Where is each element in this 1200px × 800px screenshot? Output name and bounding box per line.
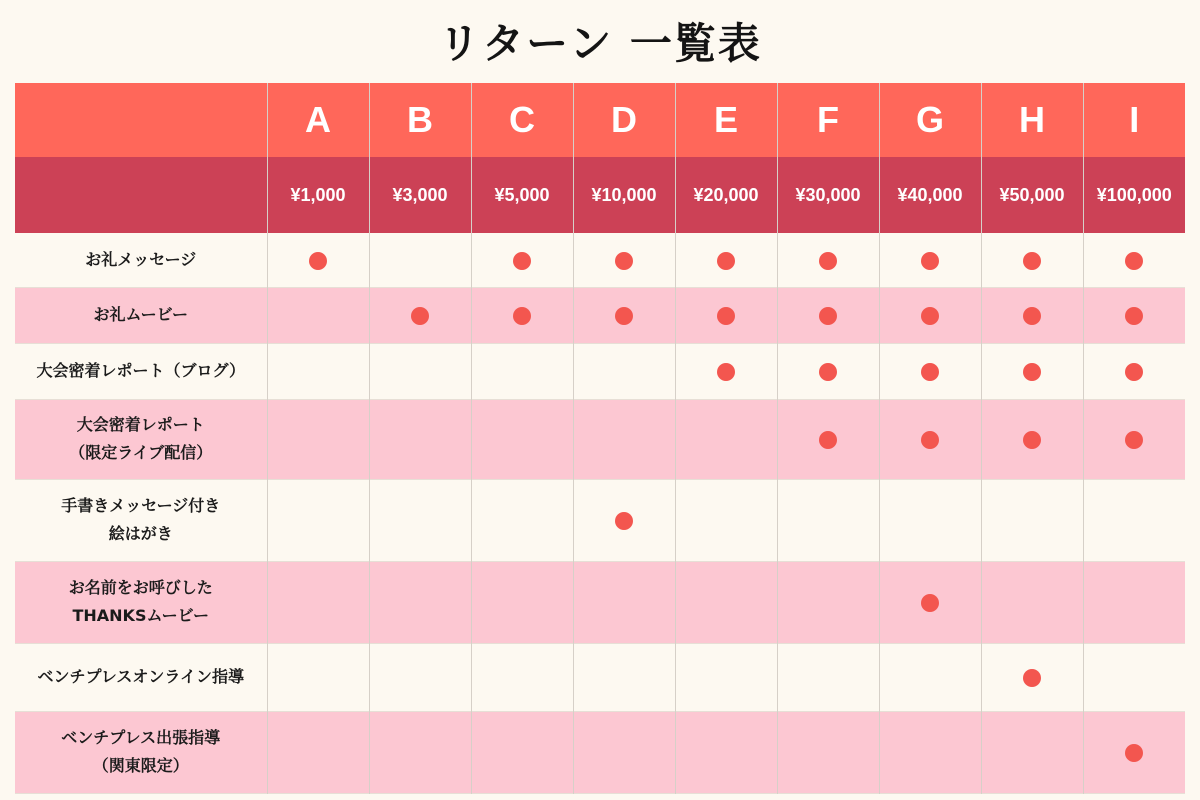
included-dot-icon bbox=[1023, 431, 1041, 449]
reward-cell bbox=[879, 343, 981, 399]
plan-price: ¥100,000 bbox=[1083, 157, 1185, 233]
included-dot-icon bbox=[1023, 252, 1041, 270]
reward-cell bbox=[981, 479, 1083, 561]
reward-cell bbox=[267, 479, 369, 561]
included-dot-icon bbox=[1125, 252, 1143, 270]
page-title: リターン 一覧表 bbox=[438, 19, 762, 68]
reward-cell bbox=[777, 479, 879, 561]
plan-letter: A bbox=[267, 83, 369, 157]
included-dot-icon bbox=[1125, 363, 1143, 381]
reward-cell bbox=[1083, 287, 1185, 343]
reward-cell bbox=[675, 343, 777, 399]
included-dot-icon bbox=[717, 252, 735, 270]
reward-cell bbox=[981, 643, 1083, 711]
reward-cell bbox=[471, 343, 573, 399]
reward-cell bbox=[369, 711, 471, 793]
reward-cell bbox=[675, 561, 777, 643]
reward-cell bbox=[369, 561, 471, 643]
plan-letter: D bbox=[573, 83, 675, 157]
reward-cell bbox=[573, 287, 675, 343]
reward-cell bbox=[1083, 561, 1185, 643]
reward-cell bbox=[777, 711, 879, 793]
reward-rows bbox=[15, 233, 1185, 793]
reward-cell bbox=[573, 643, 675, 711]
reward-cell bbox=[1083, 399, 1185, 479]
reward-cell bbox=[981, 711, 1083, 793]
included-dot-icon bbox=[1023, 307, 1041, 325]
plan-price: ¥10,000 bbox=[573, 157, 675, 233]
included-dot-icon bbox=[921, 252, 939, 270]
reward-cell bbox=[573, 233, 675, 287]
plan-price: ¥3,000 bbox=[369, 157, 471, 233]
reward-cell bbox=[675, 479, 777, 561]
reward-cell bbox=[981, 561, 1083, 643]
reward-cell bbox=[777, 343, 879, 399]
plan-letter: C bbox=[471, 83, 573, 157]
reward-cell bbox=[573, 561, 675, 643]
reward-cell bbox=[573, 479, 675, 561]
reward-cell bbox=[573, 343, 675, 399]
reward-cell bbox=[777, 233, 879, 287]
plan-letter: I bbox=[1083, 83, 1185, 157]
included-dot-icon bbox=[513, 307, 531, 325]
reward-cell bbox=[267, 233, 369, 287]
header-corner-top bbox=[15, 83, 267, 157]
reward-cell bbox=[267, 343, 369, 399]
plan-letter: B bbox=[369, 83, 471, 157]
reward-cell bbox=[777, 561, 879, 643]
reward-cell bbox=[471, 287, 573, 343]
reward-cell bbox=[1083, 711, 1185, 793]
rewards-table bbox=[15, 83, 1185, 794]
included-dot-icon bbox=[819, 363, 837, 381]
reward-cell bbox=[1083, 233, 1185, 287]
reward-label: ベンチプレスオンライン指導 bbox=[15, 643, 267, 711]
reward-label: 大会密着レポート（ブログ） bbox=[15, 343, 267, 399]
plan-letter: E bbox=[675, 83, 777, 157]
included-dot-icon bbox=[717, 363, 735, 381]
reward-cell bbox=[1083, 643, 1185, 711]
reward-cell bbox=[1083, 343, 1185, 399]
included-dot-icon bbox=[1023, 669, 1041, 687]
plan-price: ¥40,000 bbox=[879, 157, 981, 233]
reward-cell bbox=[675, 233, 777, 287]
plan-price: ¥30,000 bbox=[777, 157, 879, 233]
reward-cell bbox=[267, 711, 369, 793]
reward-cell bbox=[573, 399, 675, 479]
included-dot-icon bbox=[513, 252, 531, 270]
reward-cell bbox=[471, 233, 573, 287]
included-dot-icon bbox=[921, 307, 939, 325]
reward-cell bbox=[267, 643, 369, 711]
reward-cell bbox=[267, 561, 369, 643]
reward-cell bbox=[879, 233, 981, 287]
reward-cell bbox=[777, 287, 879, 343]
reward-cell bbox=[369, 287, 471, 343]
reward-row bbox=[15, 561, 1185, 643]
reward-row bbox=[15, 711, 1185, 793]
reward-cell bbox=[471, 643, 573, 711]
reward-row bbox=[15, 399, 1185, 479]
reward-cell bbox=[981, 343, 1083, 399]
included-dot-icon bbox=[1125, 307, 1143, 325]
header-corner-bottom bbox=[15, 157, 267, 233]
included-dot-icon bbox=[615, 512, 633, 530]
included-dot-icon bbox=[615, 307, 633, 325]
reward-cell bbox=[675, 399, 777, 479]
reward-cell bbox=[1083, 479, 1185, 561]
included-dot-icon bbox=[411, 307, 429, 325]
reward-cell bbox=[573, 711, 675, 793]
plan-letter: G bbox=[879, 83, 981, 157]
reward-cell bbox=[981, 399, 1083, 479]
reward-cell bbox=[267, 287, 369, 343]
plan-price: ¥50,000 bbox=[981, 157, 1083, 233]
reward-cell bbox=[879, 287, 981, 343]
included-dot-icon bbox=[819, 431, 837, 449]
reward-cell bbox=[369, 643, 471, 711]
included-dot-icon bbox=[921, 363, 939, 381]
reward-row bbox=[15, 233, 1185, 287]
reward-cell bbox=[471, 479, 573, 561]
reward-cell bbox=[777, 643, 879, 711]
included-dot-icon bbox=[717, 307, 735, 325]
plan-letter-row bbox=[15, 83, 1185, 157]
included-dot-icon bbox=[921, 594, 939, 612]
reward-row bbox=[15, 643, 1185, 711]
plan-price: ¥1,000 bbox=[267, 157, 369, 233]
included-dot-icon bbox=[309, 252, 327, 270]
reward-label: ベンチプレス出張指導 （関東限定） bbox=[15, 711, 267, 793]
plan-price: ¥20,000 bbox=[675, 157, 777, 233]
included-dot-icon bbox=[1023, 363, 1041, 381]
plan-price-row bbox=[15, 157, 1185, 233]
plan-price: ¥5,000 bbox=[471, 157, 573, 233]
reward-cell bbox=[879, 479, 981, 561]
reward-label: お名前をお呼びした THANKSムービー bbox=[15, 561, 267, 643]
reward-cell bbox=[981, 233, 1083, 287]
plan-letter: H bbox=[981, 83, 1083, 157]
reward-label: 大会密着レポート （限定ライブ配信） bbox=[15, 399, 267, 479]
reward-cell bbox=[879, 643, 981, 711]
reward-cell bbox=[675, 287, 777, 343]
included-dot-icon bbox=[819, 252, 837, 270]
reward-cell bbox=[675, 643, 777, 711]
reward-cell bbox=[471, 711, 573, 793]
reward-cell bbox=[369, 233, 471, 287]
included-dot-icon bbox=[819, 307, 837, 325]
reward-row bbox=[15, 343, 1185, 399]
reward-cell bbox=[369, 479, 471, 561]
reward-row bbox=[15, 479, 1185, 561]
reward-label: お礼ムービー bbox=[15, 287, 267, 343]
plan-letter: F bbox=[777, 83, 879, 157]
included-dot-icon bbox=[921, 431, 939, 449]
reward-cell bbox=[471, 561, 573, 643]
reward-label: 手書きメッセージ付き 絵はがき bbox=[15, 479, 267, 561]
reward-row bbox=[15, 287, 1185, 343]
reward-cell bbox=[879, 399, 981, 479]
reward-cell bbox=[879, 711, 981, 793]
reward-cell bbox=[267, 399, 369, 479]
reward-cell bbox=[471, 399, 573, 479]
reward-cell bbox=[981, 287, 1083, 343]
reward-cell bbox=[879, 561, 981, 643]
included-dot-icon bbox=[615, 252, 633, 270]
reward-cell bbox=[777, 399, 879, 479]
reward-cell bbox=[675, 711, 777, 793]
reward-label: お礼メッセージ bbox=[15, 233, 267, 287]
included-dot-icon bbox=[1125, 431, 1143, 449]
reward-cell bbox=[369, 343, 471, 399]
included-dot-icon bbox=[1125, 744, 1143, 762]
reward-cell bbox=[369, 399, 471, 479]
